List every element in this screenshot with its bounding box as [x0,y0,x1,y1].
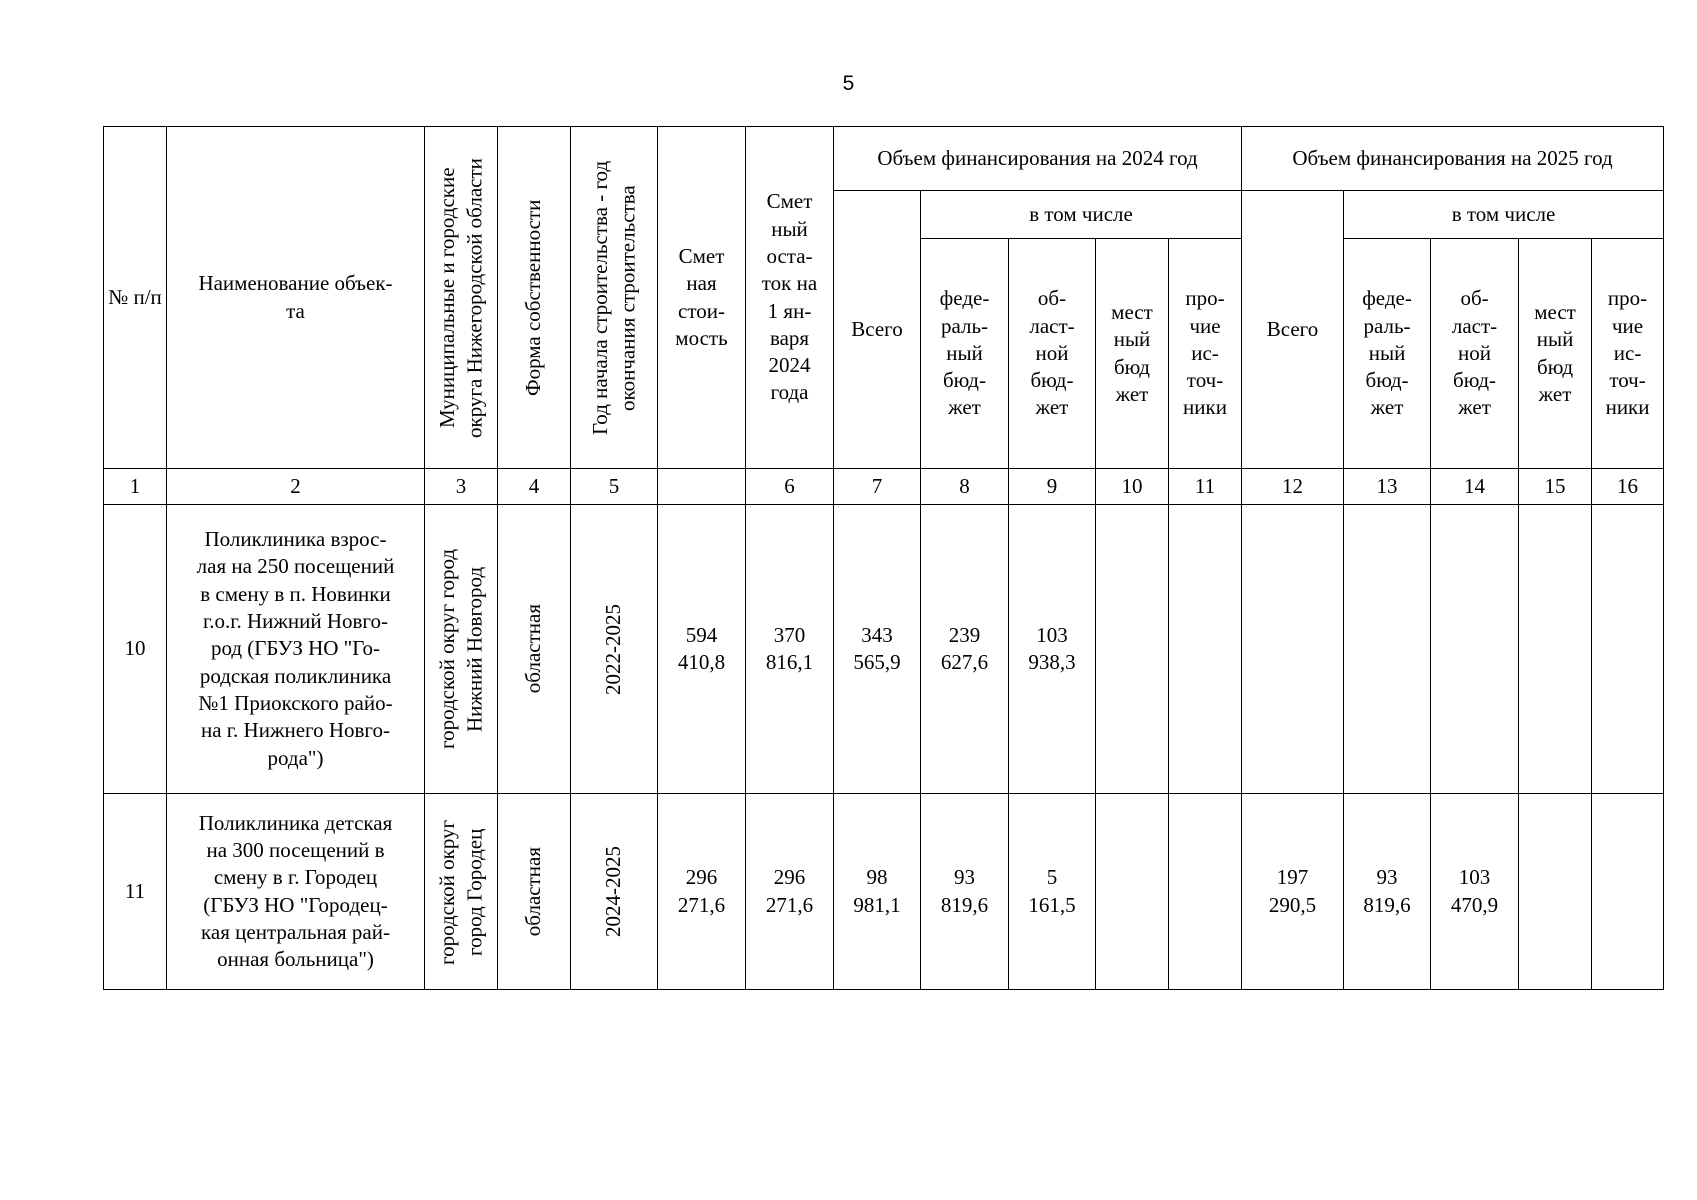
header-2024-total: Всего [834,191,921,469]
row-years [571,794,658,990]
header-years-text: Год начала строительства - год окончания строительства [587,160,639,435]
row-name: Поликлиника детская на 300 посещений в смену в г. Городец (ГБУЗ НО "Городец- кая центральная рай- онная больница") [167,794,425,990]
row-2025-local [1519,794,1592,990]
row-remaining: 370 816,1 [746,505,834,794]
row-ownership [498,505,571,794]
column-number: 1 [104,469,167,505]
row-2025-regional: 103 470,9 [1431,794,1519,990]
column-number-row [104,469,1664,505]
row-ownership-text: областная [521,604,546,694]
row-2025-total: 197 290,5 [1242,794,1344,990]
row-2025-local [1519,505,1592,794]
column-number: 11 [1169,469,1242,505]
page-number: 5 [842,72,855,95]
row-estimated-cost: 594 410,8 [658,505,746,794]
row-ownership [498,794,571,990]
row-2025-regional [1431,505,1519,794]
row-2024-local [1096,794,1169,990]
header-2025-total: Всего [1242,191,1344,469]
row-num: 11 [104,794,167,990]
header-municipality [425,127,498,469]
row-2024-regional: 5 161,5 [1009,794,1096,990]
header-funding-2025: Объем финансирования на 2025 год [1242,127,1664,191]
column-number: 14 [1431,469,1519,505]
column-number: 2 [167,469,425,505]
row-2025-other [1592,794,1664,990]
header-2025-federal: феде- раль- ный бюд- жет [1344,239,1431,469]
header-2024-including: в том числе [921,191,1242,239]
column-number: 5 [571,469,658,505]
header-2025-local: мест ный бюд жет [1519,239,1592,469]
column-number: 4 [498,469,571,505]
row-2024-regional: 103 938,3 [1009,505,1096,794]
header-2024-regional: об- ласт- ной бюд- жет [1009,239,1096,469]
row-num: 10 [104,505,167,794]
row-years-text: 2024-2025 [601,846,626,937]
row-years [571,505,658,794]
row-years-text: 2022-2025 [601,603,626,695]
header-2025-including: в том числе [1344,191,1664,239]
header-municipality-text: Муниципальные и городские округа Нижегородской области [434,157,486,438]
header-years [571,127,658,469]
column-number: 10 [1096,469,1169,505]
column-number: 9 [1009,469,1096,505]
row-estimated-cost: 296 271,6 [658,794,746,990]
construction-funding-table [103,126,1664,990]
header-estimated-cost: Смет ная стои- мость [658,127,746,469]
row-2024-local [1096,505,1169,794]
row-municipality [425,505,498,794]
header-remaining: Смет ный оста- ток на 1 ян- варя 2024 года [746,127,834,469]
row-ownership-text: областная [521,846,546,937]
row-2025-other [1592,505,1664,794]
row-2025-total [1242,505,1344,794]
header-row-1 [104,127,1664,191]
table-row [104,794,1664,990]
header-2024-federal: феде- раль- ный бюд- жет [921,239,1009,469]
header-2025-other: про- чие ис- точ- ники [1592,239,1664,469]
column-number: 15 [1519,469,1592,505]
row-2025-federal [1344,505,1431,794]
column-number: 3 [425,469,498,505]
header-funding-2024: Объем финансирования на 2024 год [834,127,1242,191]
row-remaining: 296 271,6 [746,794,834,990]
header-2025-regional: об- ласт- ной бюд- жет [1431,239,1519,469]
row-2024-total: 343 565,9 [834,505,921,794]
column-number: 7 [834,469,921,505]
header-2024-local: мест ный бюд жет [1096,239,1169,469]
column-number: 8 [921,469,1009,505]
row-2024-federal: 239 627,6 [921,505,1009,794]
column-number: 13 [1344,469,1431,505]
row-2025-federal: 93 819,6 [1344,794,1431,990]
column-number: 6 [746,469,834,505]
column-number: 16 [1592,469,1664,505]
header-ownership [498,127,571,469]
row-2024-other [1169,794,1242,990]
row-municipality-text: городской округ город Городец [434,818,486,965]
column-number: 12 [1242,469,1344,505]
table-row [104,505,1664,794]
header-num: № п/п [104,127,167,469]
row-2024-federal: 93 819,6 [921,794,1009,990]
header-2024-other: про- чие ис- точ- ники [1169,239,1242,469]
row-2024-other [1169,505,1242,794]
header-ownership-text: Форма собственности [521,199,546,396]
row-municipality-text: городской округ город Нижний Новгород [434,548,486,750]
header-name: Наименование объек- та [167,127,425,469]
row-2024-total: 98 981,1 [834,794,921,990]
row-municipality [425,794,498,990]
row-name: Поликлиника взрос- лая на 250 посещений в смену в п. Новинки г.о.г. Нижний Новго- род (ГБУЗ НО "Го- родская поликлиника №1 Приокского райо- на г. Нижнего Новго- рода") [167,505,425,794]
column-number [658,469,746,505]
